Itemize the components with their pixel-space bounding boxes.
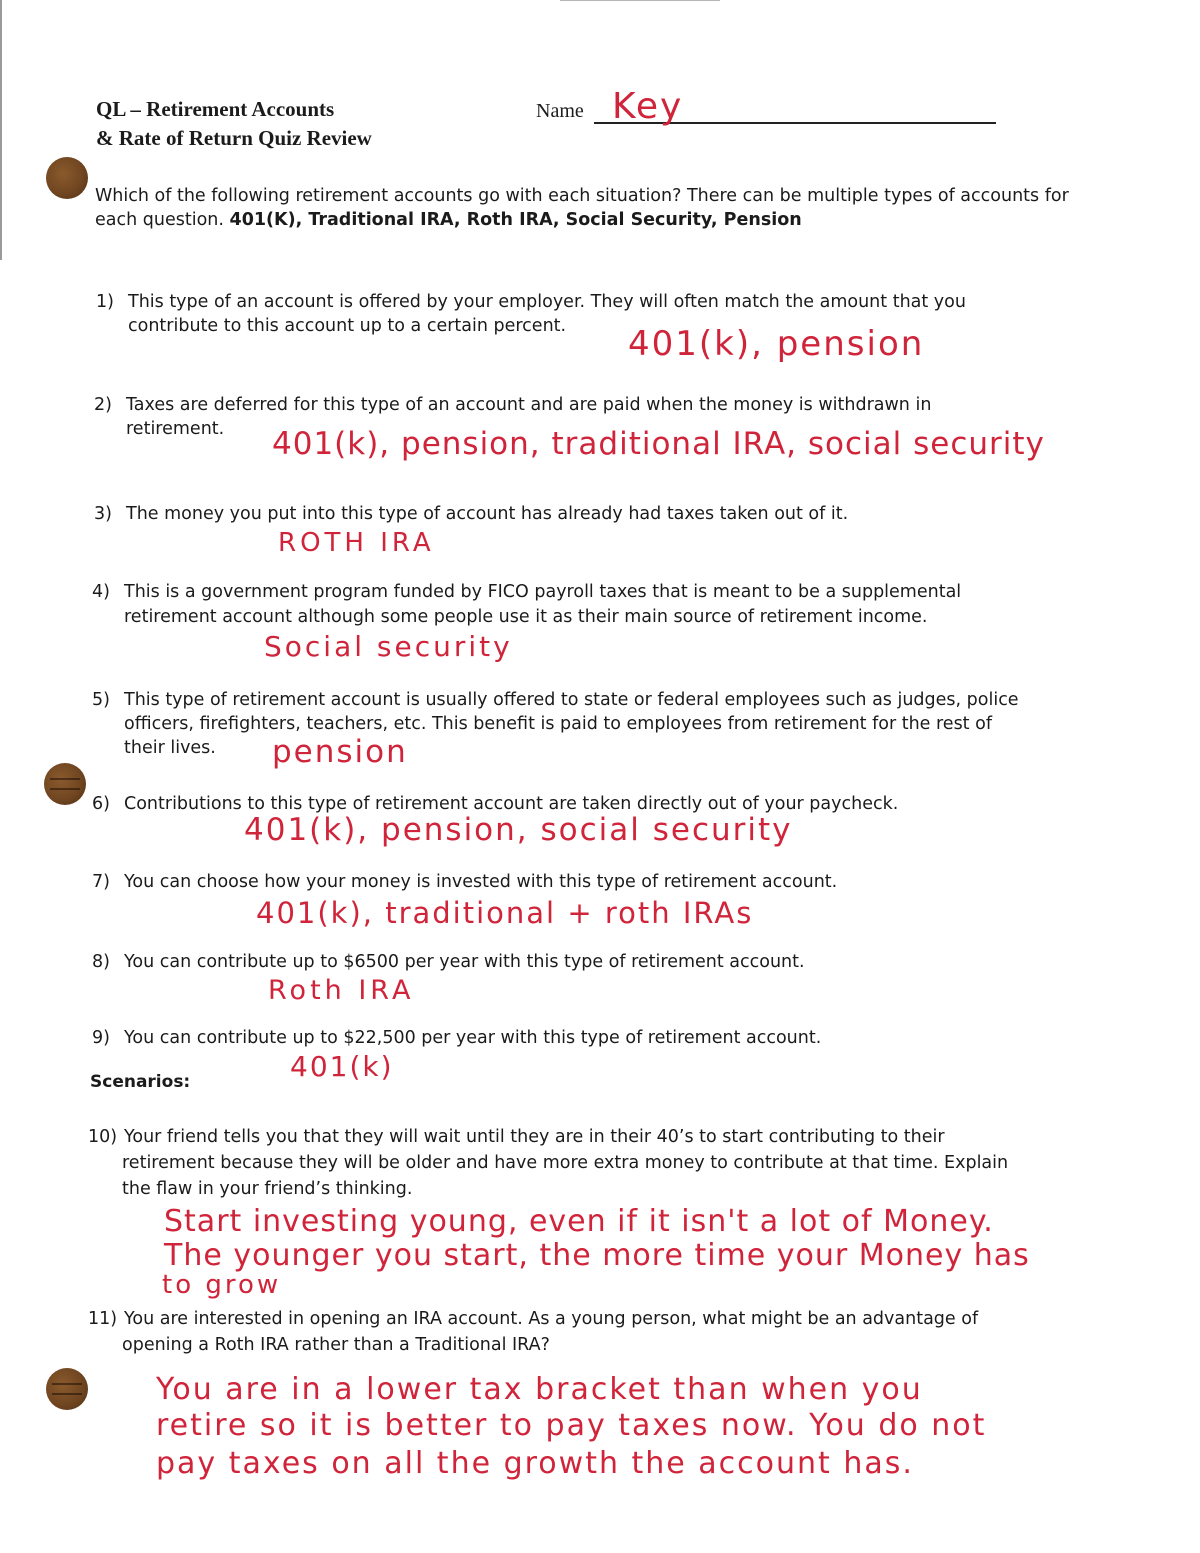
question-number: 6)	[92, 794, 110, 814]
account-options: 401(K), Traditional IRA, Roth IRA, Social Security, Pension	[229, 210, 802, 230]
question-line: Contributions to this type of retirement account are taken directly out of your paycheck.	[124, 794, 899, 814]
name-label: Name	[536, 100, 584, 122]
handwritten-answer: 401(k), pension, social security	[244, 812, 793, 848]
question-number: 3)	[94, 504, 112, 524]
handwritten-answer-line: The younger you start, the more time your Money has	[164, 1238, 1030, 1273]
instructions	[95, 184, 1095, 232]
title-line-1: QL – Retirement Accounts	[96, 97, 335, 121]
handwritten-answer: 401(k), traditional + roth IRAs	[256, 896, 754, 930]
handwritten-answer: 401(k)	[290, 1050, 394, 1083]
handwritten-answer-line: Start investing young, even if it isn't a lot of Money.	[164, 1204, 994, 1239]
question-line: Taxes are deferred for this type of an account and are paid when the money is withdrawn in	[126, 395, 932, 415]
question-number: 11)	[88, 1309, 118, 1329]
question-line: This is a government program funded by FICO payroll taxes that is meant to be a supplemental	[124, 582, 962, 602]
question-line: their lives.	[124, 738, 216, 758]
question-number: 10)	[88, 1127, 118, 1147]
question-line: You can contribute up to $22,500 per year with this type of retirement account.	[124, 1028, 822, 1048]
handwritten-answer: ROTH IRA	[278, 528, 435, 558]
question-line: You can choose how your money is invested with this type of retirement account.	[124, 872, 838, 892]
handwritten-answer: 401(k), pension, traditional IRA, social security	[272, 426, 1045, 462]
scenarios-heading: Scenarios:	[90, 1072, 191, 1092]
question-line: officers, firefighters, teachers, etc. This benefit is paid to employees from retirement for the rest of	[124, 714, 992, 734]
question-number: 7)	[92, 872, 110, 892]
title-line-2: & Rate of Return Quiz Review	[96, 126, 372, 150]
worksheet-title	[96, 95, 372, 153]
scan-edge-mark	[560, 0, 720, 1]
question-number: 8)	[92, 952, 110, 972]
punch-hole-middle	[44, 763, 86, 805]
question-line: retirement account although some people use it as their main source of retirement income.	[124, 607, 928, 627]
punch-hole-top	[46, 157, 88, 199]
handwritten-answer-line: retire so it is better to pay taxes now. You do not	[156, 1408, 987, 1443]
handwritten-answer-line: pay taxes on all the growth the account has.	[156, 1446, 914, 1481]
handwritten-answer: pension	[272, 734, 408, 770]
question-line: retirement because they will be older and have more extra money to contribute at that time. Explain	[122, 1153, 1009, 1173]
question-line: This type of retirement account is usually offered to state or federal employees such as judges, police	[124, 690, 1019, 710]
handwritten-answer: Roth IRA	[268, 975, 415, 1006]
question-number: 1)	[96, 292, 114, 312]
question-line: You are interested in opening an IRA account. As a young person, what might be an advantage of	[124, 1309, 979, 1329]
handwritten-answer: Social security	[264, 630, 513, 663]
question-line: opening a Roth IRA rather than a Traditional IRA?	[122, 1335, 550, 1355]
question-number: 4)	[92, 582, 110, 602]
punch-hole-bottom	[46, 1368, 88, 1410]
question-line: contribute to this account up to a certain percent.	[128, 316, 567, 336]
handwritten-answer: 401(k), pension	[628, 324, 925, 364]
question-line: the flaw in your friend’s thinking.	[122, 1179, 413, 1199]
question-number: 9)	[92, 1028, 110, 1048]
question-line: Your friend tells you that they will wait until they are in their 40’s to start contributing to their	[124, 1127, 945, 1147]
question-line: You can contribute up to $6500 per year with this type of retirement account.	[124, 952, 805, 972]
question-line: This type of an account is offered by your employer. They will often match the amount that you	[128, 292, 966, 312]
question-number: 5)	[92, 690, 110, 710]
question-line: retirement.	[126, 419, 225, 439]
scan-edge	[0, 0, 2, 260]
question-line: The money you put into this type of account has already had taxes taken out of it.	[126, 504, 849, 524]
name-handwritten-value: Key	[612, 86, 684, 127]
handwritten-answer-line: You are in a lower tax bracket than when you	[156, 1372, 923, 1407]
instructions-text: Which of the following retirement accounts go with each situation? There can be multiple types of accounts for each question.	[95, 186, 1069, 230]
question-number: 2)	[94, 395, 112, 415]
handwritten-answer-line: to grow	[162, 1270, 282, 1300]
name-field	[536, 86, 996, 127]
